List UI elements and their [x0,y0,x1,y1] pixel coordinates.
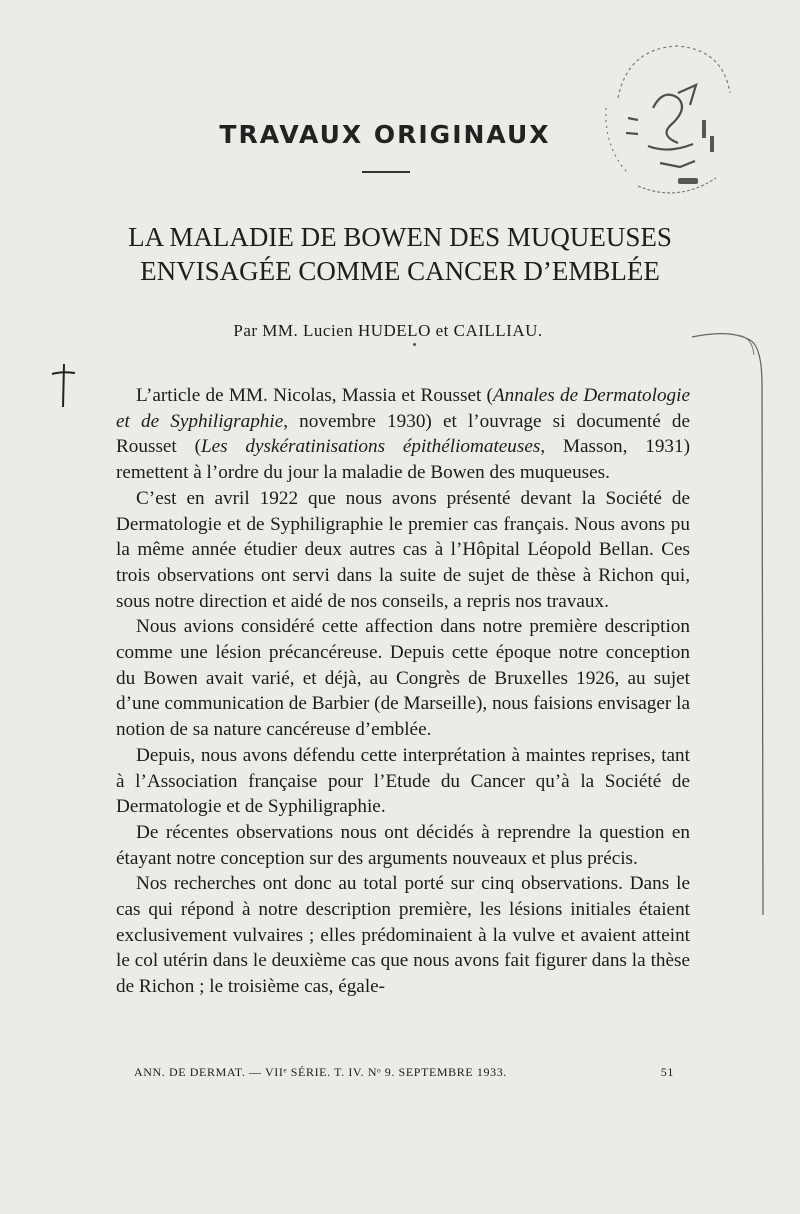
page-footer [134,1065,674,1080]
handwritten-margin-line [690,325,775,915]
page-number: 51 [660,1065,674,1079]
section-title: TRAVAUX ORIGINAUX [219,120,551,149]
paragraph-5: De récentes observations nous ont décidés à reprendre la question en étayant notre conception sur des arguments nouveaux et plus précis. [116,821,690,869]
paragraph-1 [116,383,690,486]
ink-dot [413,343,416,346]
paragraph-3: Nous avions considéré cette affection dans notre première description comme une lésion précancéreuse. Depuis cette époque notre conception du Bowen avait varié, et déjà, au Congrès de Bruxelles 1926, au sujet d’une communication de Barbier (de Marseille), nous faisions envisager la notion de sa nature cancéreuse d’emblée. [116,616,690,741]
article-title [0,220,800,288]
article-body [116,383,690,1000]
p1-text: , Masson, 1931) remettent à l’ordre du jour la maladie de Bowen des muqueuses. [116,436,691,484]
article-title-line-2: ENVISAGÉE COMME CANCER D’EMBLÉE [140,256,660,286]
journal-citation: Annales de Dermatologie et de Syphiligraphie [116,385,690,432]
p1-text: L’article de MM. Nicolas, Massia et Rousset ( [136,385,493,406]
paragraph-6: Nos recherches ont donc au total porté sur cinq observations. Dans le cas qui répond à notre description première, les lésions initiales étaient exclusivement vulvaires ; elles prédominaient à la vulve et avaient atteint le col utérin dans le deuxième cas que nous avons fait figurer dans la thèse de Richon ; le troisième cas, égale- [116,873,690,998]
book-citation: Les dyskératinisations épithéliomateuses [200,436,541,458]
p1-text: , novembre 1930) et l’ouvrage si documenté de Rousset ( [116,410,690,458]
title-divider [362,171,410,173]
journal-reference: ANN. DE DERMAT. — VIIᵉ SÉRIE. T. IV. Nᵒ 9. SEPTEMBRE 1933. [134,1065,507,1079]
handwritten-cross-mark [48,362,78,412]
paragraph-2: C’est en avril 1922 que nous avons présenté devant la Société de Dermatologie et de Syphiligraphie le premier cas français. Nous avons pu la même année étudier deux autres cas à l’Hôpital Léopold Bellan. Ces trois observations ont servi dans la suite de sujet de thèse à Richon qui, sous notre direction et aidé de nos conseils, a repris nos travaux. [116,487,690,612]
paragraph-4: Depuis, nous avons défendu cette interprétation à maintes reprises, tant à l’Association française pour l’Etude du Cancer qu’à la Société de Dermatologie et de Syphiligraphie. [116,744,690,818]
article-title-line-1: LA MALADIE DE BOWEN DES MUQUEUSES [128,222,672,252]
article-authors: Par MM. Lucien HUDELO et CAILLIAU. [233,321,543,340]
